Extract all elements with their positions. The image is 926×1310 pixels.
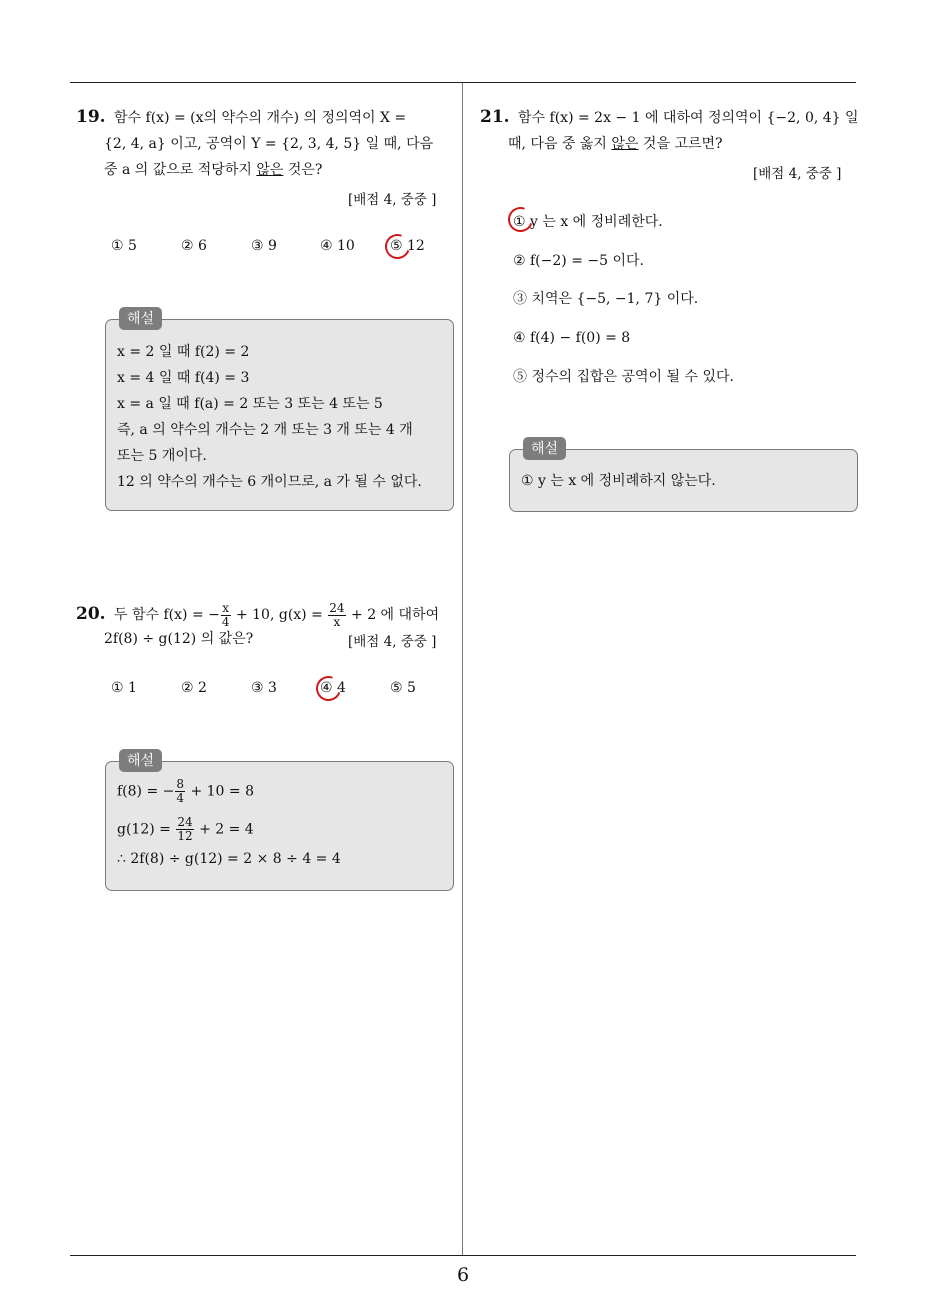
question-text-line: 것은? <box>283 162 323 178</box>
question-text-line: + 10, g(x) = <box>235 607 323 623</box>
question-text-line: 것을 고르면? <box>638 136 723 152</box>
question-text-line: 때, 다음 중 옳지 <box>508 136 612 152</box>
fraction: $\frac{x}{4}$ <box>221 600 230 629</box>
choice-5[interactable]: ⑤ 12 <box>390 238 425 254</box>
solution-line: f(8) = − <box>117 783 175 800</box>
choice-3[interactable]: ③ 치역은 {−5, −1, 7} 이다. <box>513 291 699 307</box>
answer-circle-mark <box>312 672 345 705</box>
underlined-word: 않은 <box>611 136 639 152</box>
choice-1[interactable]: ① y 는 x 에 정비례한다. <box>513 214 663 230</box>
solution-line: 12 의 약수의 개수는 6 개이므로, a 가 될 수 없다. <box>117 474 422 490</box>
solution-line: ∴ 2f(8) ÷ g(12) = 2 × 8 ÷ 4 = 4 <box>117 851 341 867</box>
solution-tag: 해설 <box>119 307 162 330</box>
solution-line: g(12) = <box>117 821 171 838</box>
score-difficulty: [배점 4, 중중 ] <box>348 634 437 650</box>
footer-rule <box>70 1255 856 1256</box>
choice-3[interactable]: ③ 9 <box>251 238 277 254</box>
choice-1[interactable]: ① 5 <box>111 238 137 254</box>
solution-line: 또는 5 개이다. <box>117 448 207 464</box>
solution-line: ① y 는 x 에 정비례하지 않는다. <box>521 473 716 489</box>
question-text-line: 두 함수 f(x) = − <box>114 607 220 623</box>
solution-tag: 해설 <box>119 749 162 772</box>
solution-box <box>105 319 454 511</box>
solution-box <box>105 761 454 891</box>
solution-tag: 해설 <box>523 437 566 460</box>
question-number: 20. <box>76 604 106 624</box>
header-rule <box>70 82 856 83</box>
question-text-line: 함수 f(x) = 2x − 1 에 대하여 정의역이 {−2, 0, 4} 일 <box>518 110 859 126</box>
question-text-line: 중 a 의 값으로 적당하지 <box>104 162 257 178</box>
solution-line: + 10 = 8 <box>190 783 255 800</box>
choice-4[interactable]: ④ 4 <box>320 680 346 696</box>
solution-line: x = 2 일 때 f(2) = 2 <box>117 344 250 360</box>
choice-2[interactable]: ② 6 <box>181 238 207 254</box>
score-difficulty: [배점 4, 중중 ] <box>348 192 437 208</box>
solution-line: + 2 = 4 <box>199 821 254 838</box>
question-number: 21. <box>480 107 510 127</box>
solution-line: x = 4 일 때 f(4) = 3 <box>117 370 250 386</box>
choice-4[interactable]: ④ f(4) − f(0) = 8 <box>513 330 631 346</box>
choice-1[interactable]: ① 1 <box>111 680 137 696</box>
solution-line: x = a 일 때 f(a) = 2 또는 3 또는 4 또는 5 <box>117 396 383 412</box>
page-number: 6 <box>456 1264 470 1286</box>
choice-3[interactable]: ③ 3 <box>251 680 277 696</box>
question-text-line: + 2 에 대하여 <box>351 607 440 623</box>
choice-4[interactable]: ④ 10 <box>320 238 355 254</box>
choice-5[interactable]: ⑤ 정수의 집합은 공역이 될 수 있다. <box>513 369 734 385</box>
score-difficulty: [배점 4, 중중 ] <box>753 166 842 182</box>
column-divider <box>462 83 463 1255</box>
fraction: $\frac{8}{4}$ <box>176 777 185 805</box>
question-text-line: 2f(8) ÷ g(12) 의 값은? <box>104 631 254 647</box>
question-text-line: {2, 4, a} 이고, 공역이 Y = {2, 3, 4, 5} 일 때, 다음 <box>104 136 434 152</box>
solution-line: 즉, a 의 약수의 개수는 2 개 또는 3 개 또는 4 개 <box>117 422 413 438</box>
choice-2[interactable]: ② f(−2) = −5 이다. <box>513 253 644 269</box>
question-text-line: 함수 f(x) = (x의 약수의 개수) 의 정의역이 X = <box>114 110 407 126</box>
choice-2[interactable]: ② 2 <box>181 680 207 696</box>
fraction: $\frac{24}{x}$ <box>329 600 345 629</box>
underlined-word: 않은 <box>256 162 284 178</box>
answer-circle-mark <box>381 230 414 263</box>
question-number: 19. <box>76 107 106 127</box>
choice-5[interactable]: ⑤ 5 <box>390 680 416 696</box>
fraction: $\frac{24}{12}$ <box>177 815 193 843</box>
